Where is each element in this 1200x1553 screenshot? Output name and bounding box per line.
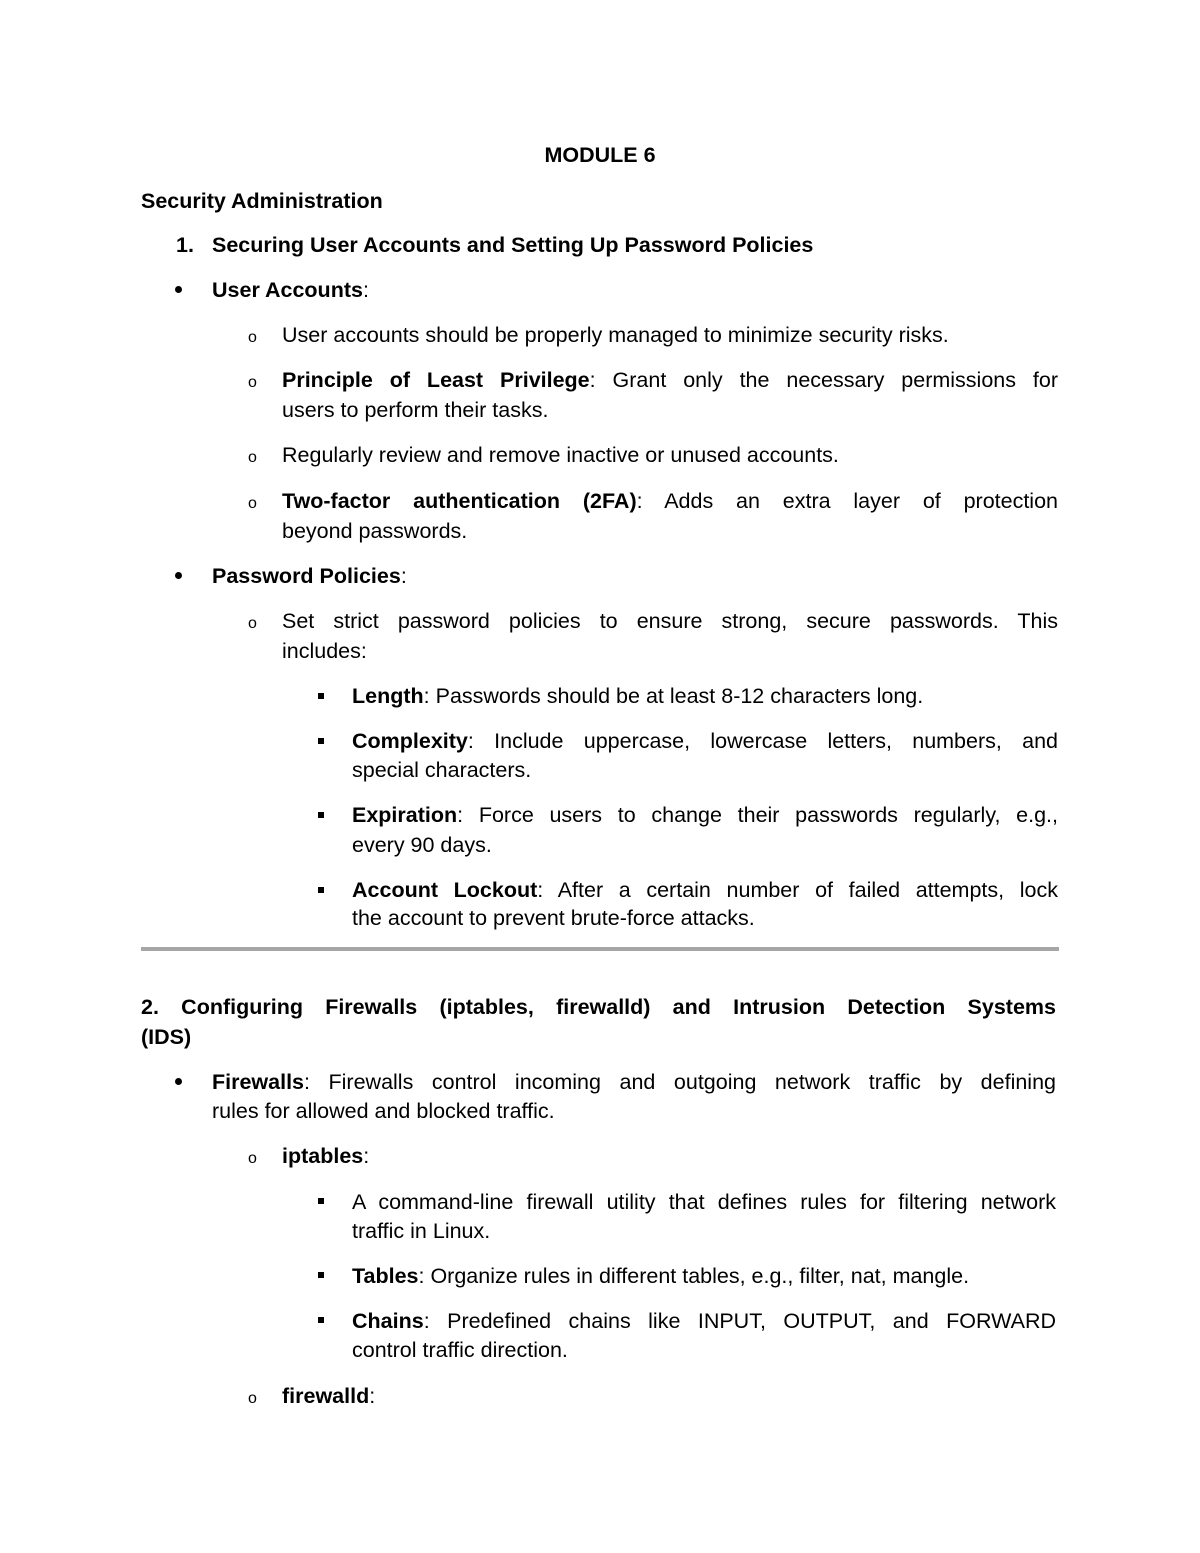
- s2-title-cont: (IDS): [141, 1025, 192, 1049]
- policy-expiration: Expiration: Force users to change their passwords regularly, e.g.,: [352, 803, 1058, 827]
- iptables-item-1-cont: traffic in Linux.: [352, 1219, 491, 1243]
- firewalls-item: Firewalls: Firewalls control incoming and outgoing network traffic by defining: [212, 1070, 1056, 1094]
- iptables-heading: iptables:: [282, 1144, 370, 1168]
- bullet-dot: [175, 286, 182, 293]
- module-title: MODULE 6: [544, 143, 656, 167]
- bullet-circle: o: [248, 329, 257, 346]
- bullet-circle: o: [248, 449, 257, 466]
- bullet-circle: o: [248, 1150, 257, 1167]
- policy-lockout-cont: the account to prevent brute-force attacks.: [352, 906, 755, 930]
- bullet-circle: o: [248, 374, 257, 391]
- bullet-square: [318, 693, 324, 699]
- policy-expiration-cont: every 90 days.: [352, 833, 492, 857]
- password-policies-heading: Password Policies:: [212, 564, 407, 588]
- iptables-tables: Tables: Organize rules in different tables, e.g., filter, nat, mangle.: [352, 1264, 970, 1288]
- bullet-square: [318, 887, 324, 893]
- s1-number: 1.: [176, 233, 194, 257]
- s1-title: Securing User Accounts and Setting Up Password Policies: [212, 233, 814, 257]
- s2-title: 2. Configuring Firewalls (iptables, firewalld) and Intrusion Detection Systems: [141, 995, 1056, 1019]
- horizontal-divider: [141, 947, 1059, 951]
- section-heading: Security Administration: [141, 189, 383, 213]
- bullet-dot: [175, 572, 182, 579]
- pp-item-1: Set strict password policies to ensure strong, secure passwords. This: [282, 609, 1058, 633]
- bullet-circle: o: [248, 615, 257, 632]
- ua-item-2-cont: users to perform their tasks.: [282, 398, 549, 422]
- policy-complexity-cont: special characters.: [352, 758, 532, 782]
- policy-complexity: Complexity: Include uppercase, lowercase letters, numbers, and: [352, 729, 1058, 753]
- iptables-chains-cont: control traffic direction.: [352, 1338, 568, 1362]
- iptables-chains: Chains: Predefined chains like INPUT, OUTPUT, and FORWARD: [352, 1309, 1056, 1333]
- ua-item-1: User accounts should be properly managed to minimize security risks.: [282, 323, 949, 347]
- user-accounts-heading: User Accounts:: [212, 278, 369, 302]
- bullet-circle: o: [248, 495, 257, 512]
- ua-item-3: Regularly review and remove inactive or unused accounts.: [282, 443, 839, 467]
- bullet-square: [318, 1317, 324, 1323]
- iptables-item-1: A command-line firewall utility that defines rules for filtering network: [352, 1190, 1056, 1214]
- policy-length: Length: Passwords should be at least 8-12 characters long.: [352, 684, 924, 708]
- bullet-square: [318, 738, 324, 744]
- bullet-square: [318, 812, 324, 818]
- bullet-circle: o: [248, 1390, 257, 1407]
- pp-item-1-cont: includes:: [282, 639, 367, 663]
- firewalls-item-cont: rules for allowed and blocked traffic.: [212, 1099, 555, 1123]
- policy-lockout: Account Lockout: After a certain number of failed attempts, lock: [352, 878, 1058, 902]
- bullet-square: [318, 1272, 324, 1278]
- bullet-square: [318, 1198, 324, 1204]
- ua-item-2: Principle of Least Privilege: Grant only the necessary permissions for: [282, 368, 1058, 392]
- firewalld-heading: firewalld:: [282, 1384, 376, 1408]
- ua-item-4-cont: beyond passwords.: [282, 519, 468, 543]
- ua-item-4: Two-factor authentication (2FA): Adds an extra layer of protection: [282, 489, 1059, 513]
- bullet-dot: [175, 1078, 182, 1085]
